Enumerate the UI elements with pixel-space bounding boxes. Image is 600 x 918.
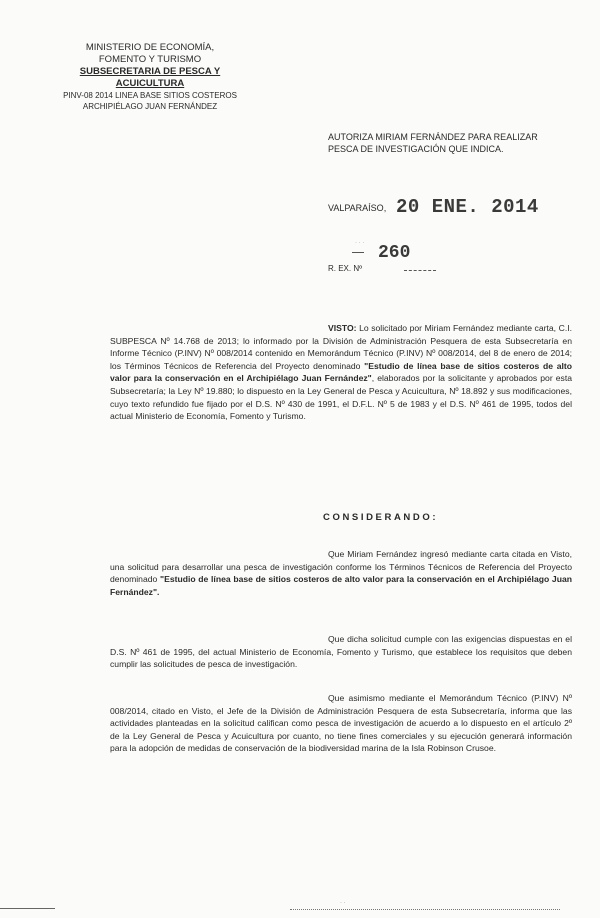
visto-heading: VISTO: [328, 323, 357, 333]
considerando-1-text: Que Miriam Fernández ingresó mediante carta citada en Visto, una solicitud para desarrollar una pesca de investigación conforme los Términos Técnicos de Referencia del Proyecto denominado [110, 549, 572, 585]
considerando-1-project: "Estudio de línea base de sitios costeros de alto valor para la conservación en el Archipiélago Juan Fernández". [110, 574, 572, 597]
considerando-paragraph-2 [110, 633, 572, 671]
considerando-paragraph-3 [110, 692, 572, 755]
file-reference: PINV-08 2014 LINEA BASE SITIOS COSTEROS [63, 91, 237, 100]
resolution-dash [352, 252, 364, 253]
date-stamp: 20 ENE. 2014 [396, 196, 539, 218]
considerando-3-text: Que asimismo mediante el Memorándum Técnico (P.INV) Nº 008/2014, citado en Visto, el Jefe de la División de Administración Pesquera de esta Subsecretaría, informa que las actividades planteadas en la solicitud califican como pesca de investigación de acuerdo a lo dispuesto en el artículo 2º de la Ley General de Pesca y Acuicultura por cuanto, no tiene fines comerciales y su ejecución generará información para la adopción de medidas de conservación de la biodiversidad marina de la Isla Robinson Crusoe. [110, 693, 572, 754]
file-reference-cont: ARCHIPIÉLAGO JUAN FERNÁNDEZ [82, 102, 218, 111]
resolution-number-stamp: 260 [378, 243, 411, 263]
resolution-label: R. EX. Nº [328, 264, 363, 273]
place-label: VALPARAÍSO, [328, 203, 387, 213]
resolution-subject [328, 131, 558, 155]
footer-rule-left [0, 908, 55, 909]
ministry-name-cont: FOMENTO Y TURISMO [98, 54, 202, 65]
subject-line-2: PESCA DE INVESTIGACIÓN QUE INDICA. [328, 144, 504, 154]
faint-mark: · · · [355, 240, 365, 246]
visto-project-name: "Estudio de línea base de sitios costeros de alto valor para la conservación en el Archipiélago Juan Fernández" [110, 360, 572, 384]
subject-line-1: AUTORIZA MIRIAM FERNÁNDEZ PARA REALIZAR [328, 132, 538, 142]
visto-paragraph [110, 322, 572, 423]
visto-text-2: , elaborados por la solicitante y aprobados por esta Subsecretaría; la Ley Nº 19.880; lo dispuesto en la Ley General de Pesca y Acuicultura, Nº 18.892 y sus modificaciones, cuyo texto refundido fue fijado por el D.S. Nº 430 de 1991, el D.F.L. Nº 5 de 1983 y el D.S. Nº 461 de 1995, todos del actual Ministerio de Economía, Fomento y Turismo. [110, 373, 572, 422]
footer-mark: · · [340, 900, 346, 906]
issuer-header [50, 42, 250, 112]
ministry-name: MINISTERIO DE ECONOMÍA, [85, 42, 215, 53]
footer-rule-right [290, 909, 560, 910]
resolution-blank-line [404, 270, 436, 271]
considerando-paragraph-1 [110, 548, 572, 598]
undersecretariat-name: SUBSECRETARIA DE PESCA Y ACUICULTURA [79, 66, 221, 89]
visto-text-1: Lo solicitado por Miriam Fernández mediante carta, C.I. SUBPESCA Nº 14.768 de 2013; lo informado por la División de Administración Pesquera de esta Subsecretaría en Informe Técnico (P.INV) Nº 008/2014 contenido en Memorándum Técnico (P.INV) Nº 008/2014, del 8 de enero de 2014; los Términos Técnicos de Referencia del Proyecto denominado [110, 323, 572, 371]
considerando-2-text: Que dicha solicitud cumple con las exigencias dispuestas en el D.S. Nº 461 de 1995, del actual Ministerio de Economía, Fomento y Turismo, que establece los requisitos que deben cumplir las solicitudes de pesca de investigación. [110, 634, 572, 670]
considerando-heading: CONSIDERANDO: [323, 512, 439, 523]
